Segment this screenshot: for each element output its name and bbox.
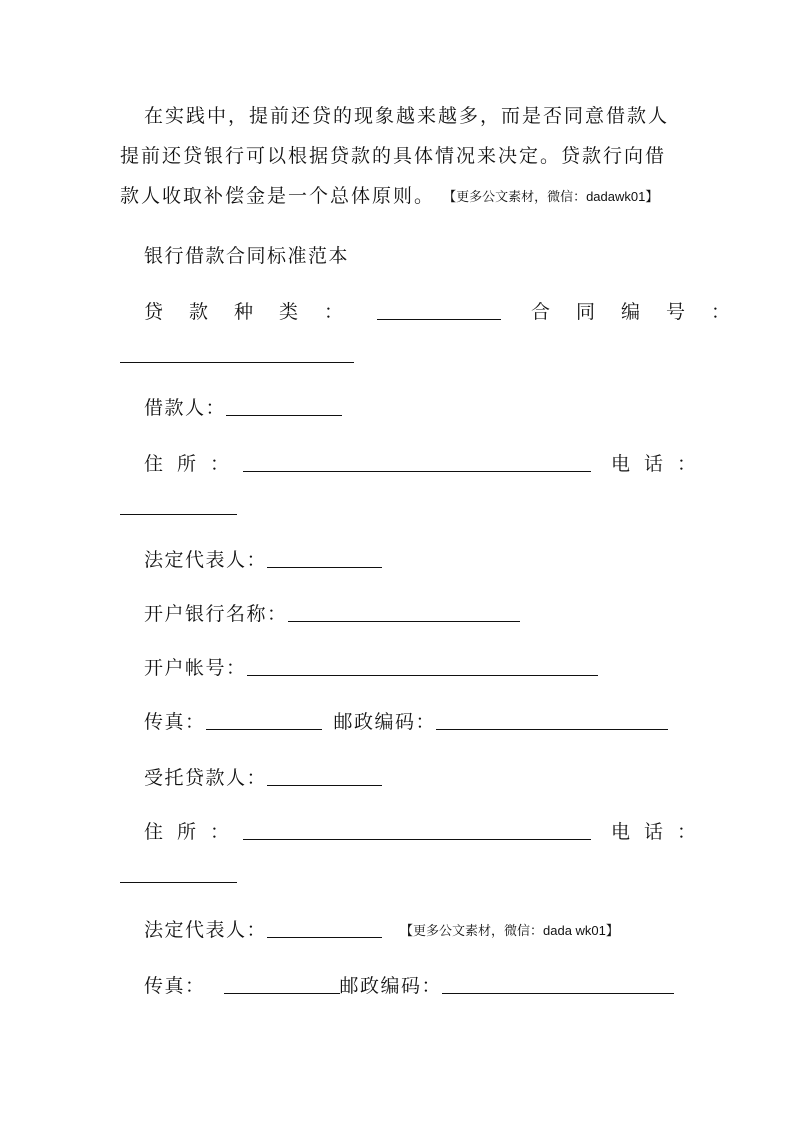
document-title: 银行借款合同标准范本: [144, 245, 350, 267]
account-no-label: 开户帐号：: [144, 657, 247, 679]
bank-name-row: [144, 594, 704, 634]
fax-row: [144, 702, 704, 742]
intro-paragraph: [120, 96, 680, 217]
bank-name-label: 开户银行名称：: [144, 603, 288, 625]
intro-line-3-text: 款人收取补偿金是一个总体原则。: [120, 185, 436, 207]
contract-no-row: [120, 338, 354, 365]
postcode2-label: 邮政编码：: [339, 975, 443, 997]
phone2-blank: [120, 858, 237, 883]
trustee-row: [144, 758, 704, 798]
intro-line-3: [120, 176, 680, 217]
phone2-label: 电话：: [611, 821, 711, 843]
postcode-blank: [436, 705, 668, 730]
legal-rep-row: [144, 540, 704, 580]
address-row: [144, 444, 710, 484]
address2-label: 住所：: [144, 821, 244, 843]
phone-blank: [120, 490, 237, 515]
promo-note: 【更多公文素材，微信：dadawk01】: [443, 189, 659, 204]
legal-rep2-row: [144, 910, 704, 951]
address-label: 住所：: [144, 453, 244, 475]
trustee-blank: [267, 761, 382, 786]
address-blank: [243, 447, 591, 472]
intro-line-2: 提前还贷银行可以根据贷款的具体情况来决定。贷款行向借: [120, 145, 667, 167]
fax2-blank: [224, 969, 340, 994]
legal-rep2-blank: [267, 913, 382, 938]
contract-no-blank: [120, 338, 354, 363]
fax2-label: 传真：: [144, 975, 206, 997]
bank-name-blank: [288, 597, 520, 622]
fax-blank: [206, 705, 322, 730]
account-no-row: [144, 648, 704, 688]
loan-type-label: 贷款种类：: [144, 301, 370, 323]
borrower-row: [144, 388, 704, 428]
legal-rep-label: 法定代表人：: [144, 549, 268, 571]
borrower-blank: [226, 391, 342, 416]
promo-note-2: 【更多公文素材，微信：dada wk01】: [400, 923, 619, 938]
account-no-blank: [247, 651, 598, 676]
address2-row: [144, 812, 710, 852]
phone-label: 电话：: [611, 453, 711, 475]
fax2-row: [144, 966, 704, 1006]
loan-type-blank: [377, 295, 501, 320]
postcode2-blank: [442, 969, 674, 994]
trustee-label: 受托贷款人：: [144, 767, 268, 789]
phone2-row: [120, 858, 237, 885]
loan-type-row: [144, 292, 756, 332]
legal-rep-blank: [267, 543, 382, 568]
intro-line-1: 在实践中，提前还贷的现象越来越多，而是否同意借款人: [144, 105, 670, 127]
fax-label: 传真：: [144, 711, 206, 733]
postcode-label: 邮政编码：: [333, 711, 437, 733]
phone-row: [120, 490, 237, 517]
address2-blank: [243, 815, 591, 840]
contract-no-label: 合同编号：: [531, 301, 757, 323]
borrower-label: 借款人：: [144, 397, 227, 419]
legal-rep2-label: 法定代表人：: [144, 919, 268, 941]
